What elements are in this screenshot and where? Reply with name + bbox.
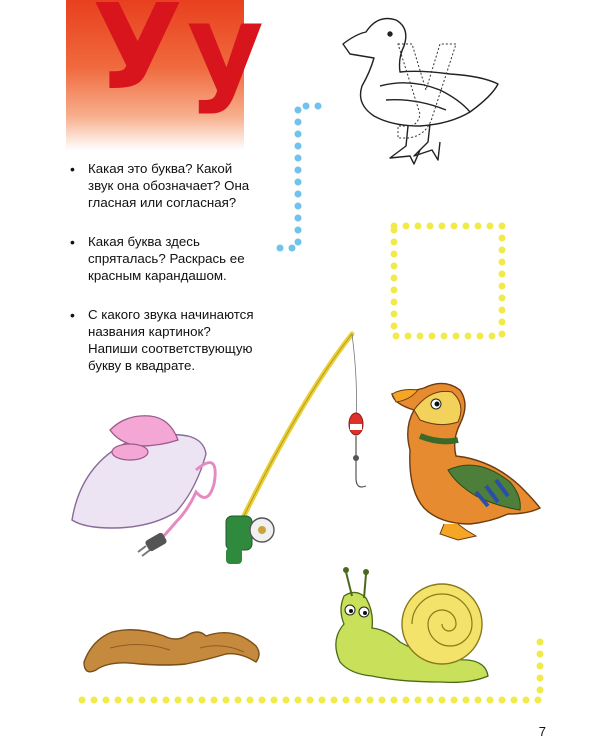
bullet-icon: • bbox=[70, 234, 75, 250]
instruction-text: С какого звука начинаются названия картинок? Напиши соответствующую букву в квадрате. bbox=[88, 307, 254, 373]
instruction-text: Какая это буква? Какой звук она обозначает? Она гласная или согласная? bbox=[88, 161, 250, 210]
letter-heading: Уу bbox=[92, 0, 268, 116]
page-number: 7 bbox=[538, 724, 546, 739]
instruction-text: Какая буква здесь спряталась? Раскрась ее красным карандашом. bbox=[88, 234, 245, 283]
bullet-icon: • bbox=[70, 307, 75, 323]
bullet-icon: • bbox=[70, 161, 75, 177]
